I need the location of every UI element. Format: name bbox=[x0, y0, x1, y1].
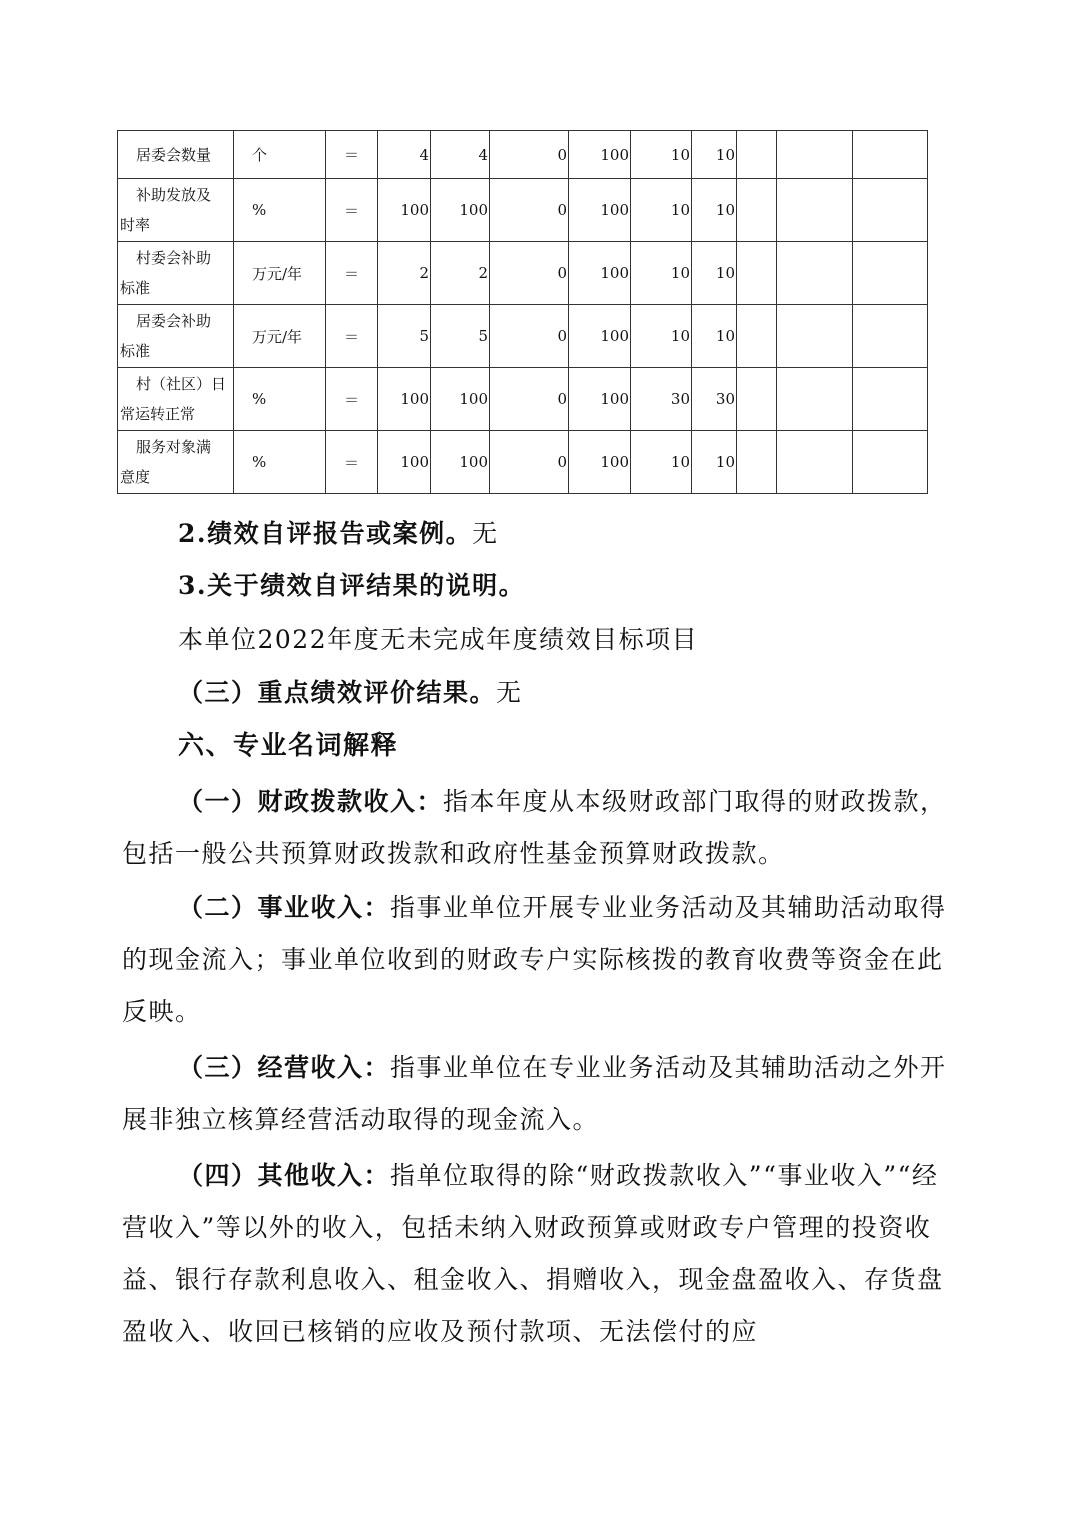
table-row bbox=[118, 368, 928, 431]
indicator-name-cell bbox=[118, 242, 234, 305]
indicator-name-line1: 村（社区）日 bbox=[136, 375, 227, 393]
definition-1 bbox=[122, 776, 962, 880]
indicator-name-line1: 服务对象满 bbox=[136, 438, 212, 456]
indicator-name-cell bbox=[118, 431, 234, 494]
empty-cell bbox=[777, 431, 853, 494]
unit-cell: 万元/年 bbox=[234, 305, 326, 368]
deviation-cell: 0 bbox=[490, 431, 569, 494]
indicator-name-cell bbox=[118, 131, 234, 179]
indicator-name-cell bbox=[118, 179, 234, 242]
empty-cell bbox=[737, 368, 777, 431]
empty-cell bbox=[737, 305, 777, 368]
performance-table bbox=[117, 130, 928, 494]
unit-cell: % bbox=[234, 431, 326, 494]
weight-cell: 10 bbox=[631, 305, 692, 368]
completion-rate-cell: 100 bbox=[569, 368, 631, 431]
score-cell: 10 bbox=[692, 179, 737, 242]
score-cell: 10 bbox=[692, 305, 737, 368]
table-row bbox=[118, 242, 928, 305]
definition-1-text: 指本年度从本级财政部门取得的财政拨款，包括一般公共预算财政拨款和政府性基金预算财政拨款。 bbox=[122, 787, 947, 868]
item2-value: 无 bbox=[472, 519, 499, 548]
target-value-cell: 5 bbox=[378, 305, 431, 368]
section3-title: （三）重点绩效评价结果。 bbox=[178, 678, 497, 707]
completion-rate-cell: 100 bbox=[569, 131, 631, 179]
indicator-name-line2: 意度 bbox=[120, 468, 151, 486]
table-row bbox=[118, 131, 928, 179]
operator-cell: ＝ bbox=[326, 131, 378, 179]
completion-rate-cell: 100 bbox=[569, 305, 631, 368]
empty-cell bbox=[853, 305, 928, 368]
operator-cell: ＝ bbox=[326, 368, 378, 431]
indicator-name-cell bbox=[118, 368, 234, 431]
weight-cell: 30 bbox=[631, 368, 692, 431]
empty-cell bbox=[853, 242, 928, 305]
definition-2 bbox=[122, 882, 962, 1038]
definition-3-term: （三）经营收入： bbox=[178, 1053, 391, 1082]
table-row bbox=[118, 431, 928, 494]
actual-value-cell: 100 bbox=[431, 431, 490, 494]
definition-4 bbox=[122, 1150, 962, 1358]
indicator-name-line1: 村委会补助 bbox=[136, 249, 212, 267]
actual-value-cell: 100 bbox=[431, 368, 490, 431]
completion-rate-cell: 100 bbox=[569, 179, 631, 242]
section6-heading: 六、专业名词解释 bbox=[178, 731, 399, 761]
weight-cell: 10 bbox=[631, 131, 692, 179]
unit-cell: % bbox=[234, 179, 326, 242]
actual-value-cell: 100 bbox=[431, 179, 490, 242]
empty-cell bbox=[737, 131, 777, 179]
item3-body: 本单位2022年度无未完成年度绩效目标项目 bbox=[178, 625, 699, 654]
empty-cell bbox=[737, 179, 777, 242]
definition-4-term: （四）其他收入： bbox=[178, 1161, 391, 1190]
score-cell: 10 bbox=[692, 431, 737, 494]
weight-cell: 10 bbox=[631, 431, 692, 494]
completion-rate-cell: 100 bbox=[569, 242, 631, 305]
indicator-name-line2: 标准 bbox=[120, 279, 151, 297]
empty-cell bbox=[777, 305, 853, 368]
table-row bbox=[118, 179, 928, 242]
deviation-cell: 0 bbox=[490, 242, 569, 305]
item3-title: 3.关于绩效自评结果的说明。 bbox=[178, 571, 526, 600]
empty-cell bbox=[777, 179, 853, 242]
actual-value-cell: 4 bbox=[431, 131, 490, 179]
indicator-name-line2: 时率 bbox=[120, 216, 151, 234]
unit-cell: % bbox=[234, 368, 326, 431]
indicator-name-line1: 居委会补助 bbox=[136, 312, 212, 330]
section3-value: 无 bbox=[496, 678, 523, 707]
empty-cell bbox=[853, 179, 928, 242]
indicator-name-line1: 补助发放及 bbox=[136, 186, 212, 204]
table-row bbox=[118, 305, 928, 368]
target-value-cell: 4 bbox=[378, 131, 431, 179]
completion-rate-cell: 100 bbox=[569, 431, 631, 494]
empty-cell bbox=[777, 242, 853, 305]
item2-title: 2.绩效自评报告或案例。 bbox=[178, 519, 473, 548]
operator-cell: ＝ bbox=[326, 179, 378, 242]
unit-cell: 万元/年 bbox=[234, 242, 326, 305]
indicator-name-cell bbox=[118, 305, 234, 368]
indicator-name-line2: 常运转正常 bbox=[120, 405, 196, 423]
empty-cell bbox=[853, 431, 928, 494]
score-cell: 30 bbox=[692, 368, 737, 431]
section3-line bbox=[178, 673, 523, 713]
definition-2-text: 指事业单位开展专业业务活动及其辅助活动取得的现金流入；事业单位收到的财政专户实际核拨的教育收费等资金在此反映。 bbox=[122, 893, 947, 1026]
empty-cell bbox=[777, 368, 853, 431]
item2-line bbox=[178, 514, 499, 554]
deviation-cell: 0 bbox=[490, 179, 569, 242]
indicator-name-line2: 标准 bbox=[120, 342, 151, 360]
empty-cell bbox=[737, 242, 777, 305]
score-cell: 10 bbox=[692, 131, 737, 179]
definition-1-term: （一）财政拨款收入： bbox=[178, 787, 444, 816]
indicator-name-line1: 居委会数量 bbox=[136, 145, 212, 164]
operator-cell: ＝ bbox=[326, 242, 378, 305]
target-value-cell: 100 bbox=[378, 431, 431, 494]
deviation-cell: 0 bbox=[490, 368, 569, 431]
empty-cell bbox=[737, 431, 777, 494]
item3-line bbox=[178, 566, 525, 606]
target-value-cell: 100 bbox=[378, 368, 431, 431]
score-cell: 10 bbox=[692, 242, 737, 305]
deviation-cell: 0 bbox=[490, 305, 569, 368]
definition-4-text: 指单位取得的除“财政拨款收入”“事业收入”“经营收入”等以外的收入，包括未纳入财政预算或财政专户管理的投资收益、银行存款利息收入、租金收入、捐赠收入，现金盘盈收入、存货盘盈收入、收回已核销的应收及预付款项、无法偿付的应 bbox=[122, 1161, 944, 1346]
table-body bbox=[118, 131, 928, 494]
target-value-cell: 2 bbox=[378, 242, 431, 305]
operator-cell: ＝ bbox=[326, 305, 378, 368]
empty-cell bbox=[777, 131, 853, 179]
empty-cell bbox=[853, 368, 928, 431]
operator-cell: ＝ bbox=[326, 431, 378, 494]
deviation-cell: 0 bbox=[490, 131, 569, 179]
actual-value-cell: 2 bbox=[431, 242, 490, 305]
empty-cell bbox=[853, 131, 928, 179]
definition-3-text: 指事业单位在专业业务活动及其辅助活动之外开展非独立核算经营活动取得的现金流入。 bbox=[122, 1053, 947, 1134]
definition-3 bbox=[122, 1042, 962, 1146]
unit-cell: 个 bbox=[234, 131, 326, 179]
definition-2-term: （二）事业收入： bbox=[178, 893, 391, 922]
weight-cell: 10 bbox=[631, 242, 692, 305]
actual-value-cell: 5 bbox=[431, 305, 490, 368]
weight-cell: 10 bbox=[631, 179, 692, 242]
target-value-cell: 100 bbox=[378, 179, 431, 242]
